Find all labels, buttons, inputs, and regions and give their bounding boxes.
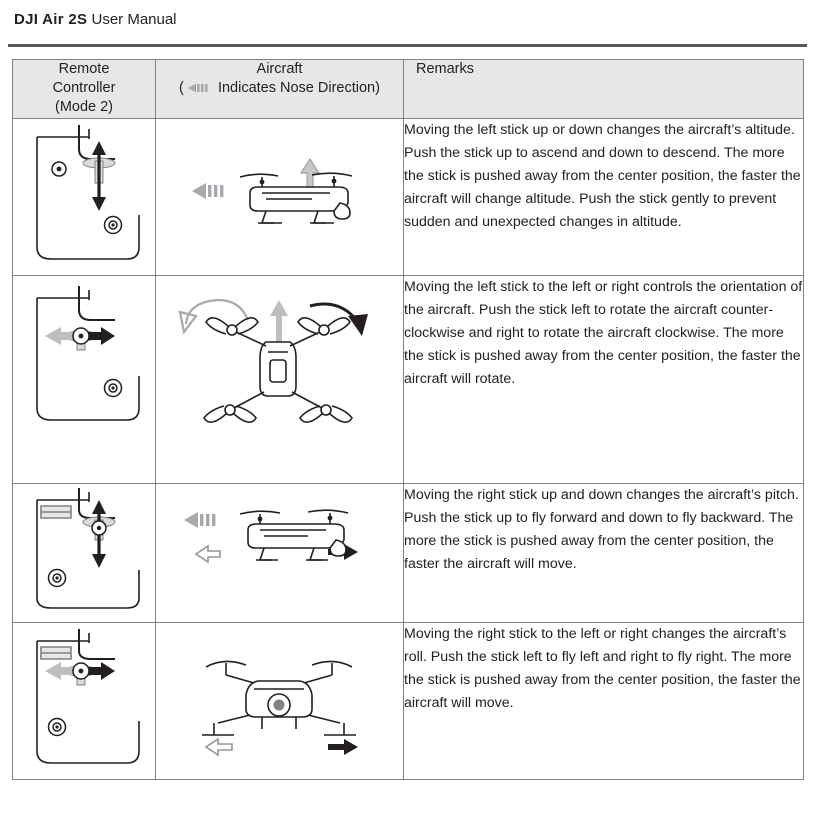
table-row <box>13 119 804 276</box>
note-text: Indicates Nose Direction) <box>217 80 380 96</box>
left-stick-left-right-icon <box>13 276 156 484</box>
table-row <box>13 276 804 484</box>
document-title: User Manual <box>87 11 177 28</box>
remarks-text: Moving the left stick to the left or right controls the orientation of the aircraft. Push the stick left to rotate the aircraft counter-clockwise and right to rotate the aircraft clockwise. The more the stick is pushed away from the center position, the faster the aircraft will rotate. <box>404 276 804 484</box>
column-header-aircraft-label: Aircraft <box>256 61 303 77</box>
aircraft-side-view-ascend-descend-icon <box>156 119 404 276</box>
column-header-remote-controller <box>13 60 156 119</box>
table-row <box>13 484 804 623</box>
aircraft-front-view-left-right-icon <box>156 623 404 780</box>
document-header <box>0 0 815 40</box>
remarks-text: Moving the left stick up or down changes the aircraft’s altitude. Push the stick up to ascend and down to descend. The more the stick is pushed away from the center position, the faster the aircraft will change altitude. Push the stick gently to prevent sudden and unexpected changes in altitude. <box>404 119 804 276</box>
column-header-line3: (Mode 2) <box>54 99 114 115</box>
column-header-aircraft <box>156 60 404 119</box>
table-header-row <box>13 60 804 119</box>
column-header-aircraft-note <box>156 79 403 98</box>
aircraft-top-view-rotate-icon <box>156 276 404 484</box>
table-row <box>13 623 804 780</box>
product-name: DJI Air 2S <box>14 11 88 28</box>
remarks-text: Moving the right stick to the left or right changes the aircraft’s roll. Push the stick left to fly left and right to fly right. The more the stick is pushed away from the center position, the faster the aircraft will move. <box>404 623 804 780</box>
stick-controls-table <box>12 59 804 780</box>
nose-direction-arrow-icon <box>188 82 214 94</box>
column-header-line2: Controller <box>52 80 116 96</box>
remarks-text: Moving the right stick up and down changes the aircraft’s pitch. Push the stick up to fly forward and down to fly backward. The more the stick is pushed away from the center position, the faster the aircraft will move. <box>404 484 804 623</box>
aircraft-side-view-forward-backward-icon <box>156 484 404 623</box>
left-stick-up-down-icon <box>13 119 156 276</box>
note-prefix: ( <box>179 80 188 96</box>
column-header-remarks: Remarks <box>404 60 804 119</box>
right-stick-left-right-icon <box>13 623 156 780</box>
header-divider <box>8 44 807 47</box>
right-stick-up-down-icon <box>13 484 156 623</box>
column-header-line1: Remote <box>58 61 110 77</box>
